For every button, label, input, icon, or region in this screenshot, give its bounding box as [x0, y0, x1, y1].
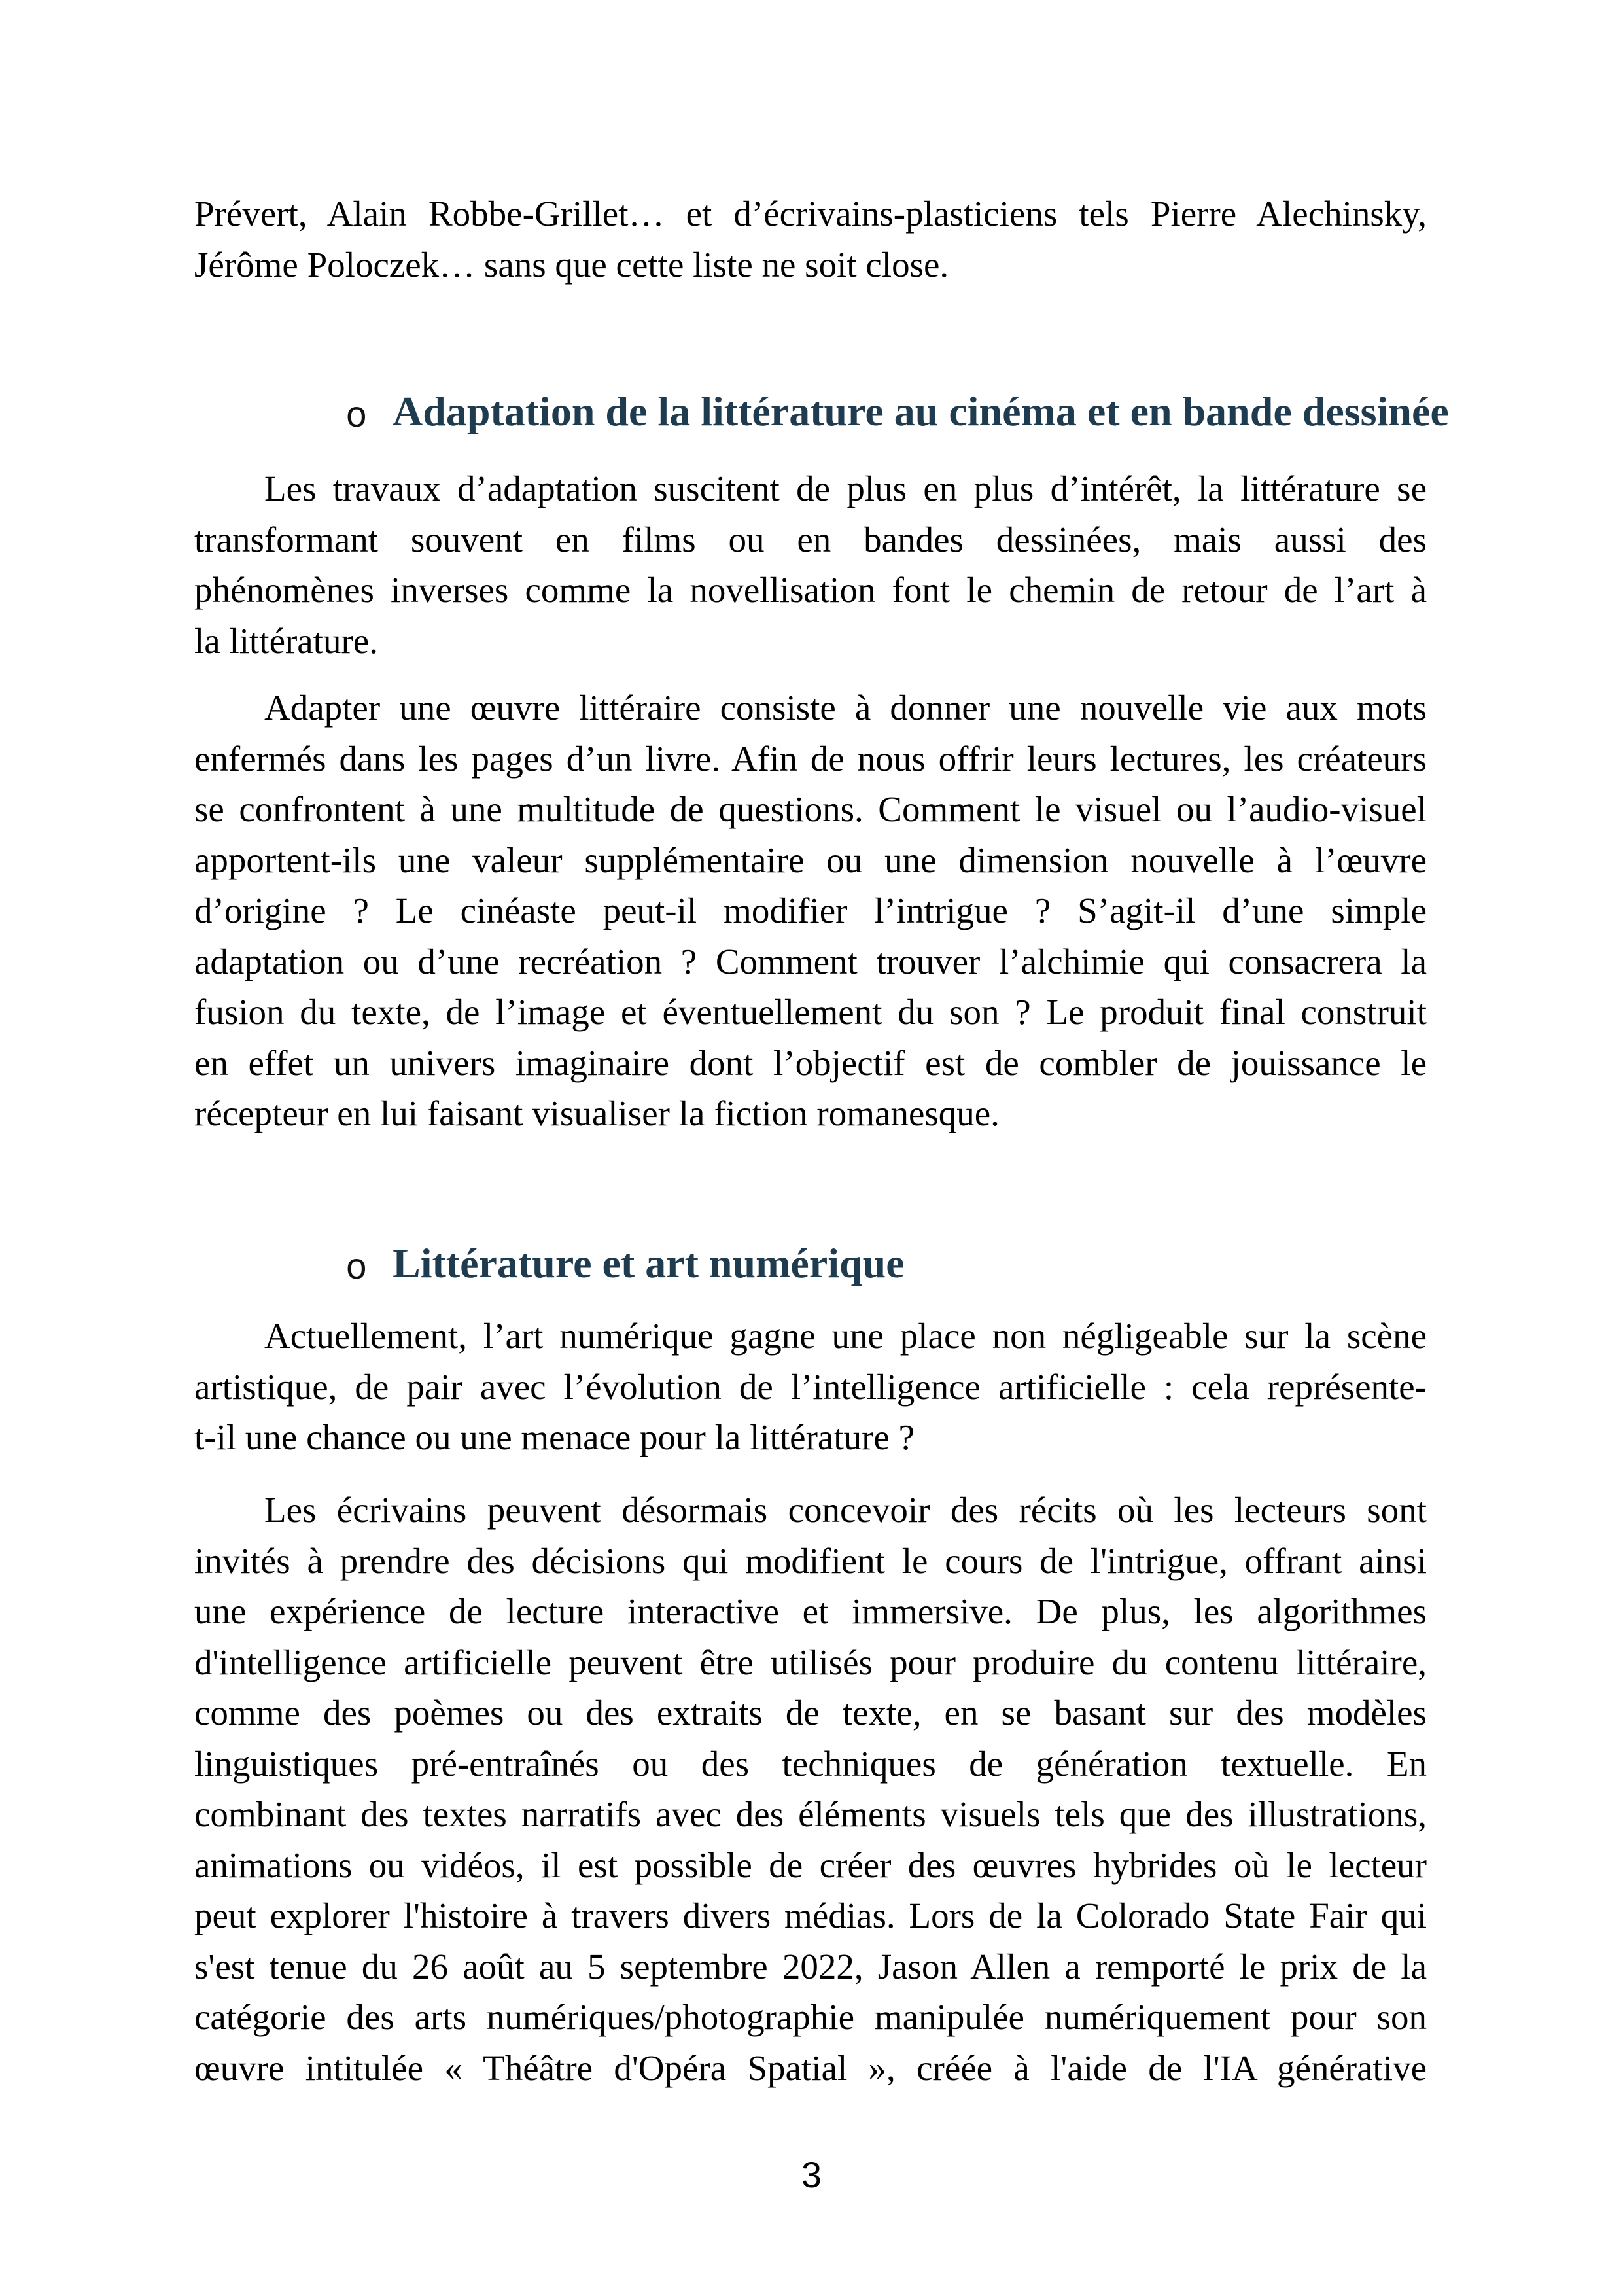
- text-line: récepteur en lui faisant visualiser la fiction romanesque.: [194, 1093, 1000, 1133]
- text-line: Jérôme Poloczek… sans que cette liste ne soit close.: [194, 244, 949, 285]
- heading-adaptation: [194, 386, 1449, 438]
- text-line: phénomènes inverses comme la novellisation font le chemin de retour de l’art à: [194, 570, 1427, 610]
- paragraph-intro: [194, 188, 1427, 290]
- text-line: en effet un univers imaginaire dont l’objectif est de combler de jouissance le: [194, 1042, 1427, 1083]
- text-line: la littérature.: [194, 620, 378, 661]
- text-line: une expérience de lecture interactive et immersive. De plus, les algorithmes: [194, 1591, 1427, 1631]
- text-line: catégorie des arts numériques/photographie manipulée numériquement pour son: [194, 1997, 1427, 2037]
- text-line: s'est tenue du 26 août au 5 septembre 2022, Jason Allen a remporté le prix de la: [194, 1946, 1427, 1987]
- text-line: animations ou vidéos, il est possible de créer des œuvres hybrides où le lecteur: [194, 1845, 1427, 1885]
- text-line: t-il une chance ou une menace pour la littérature ?: [194, 1417, 915, 1457]
- text-line: Prévert, Alain Robbe-Grillet… et d’écrivains-plasticiens tels Pierre Alechinsky,: [194, 194, 1427, 234]
- text-line: combinant des textes narratifs avec des éléments visuels tels que des illustrations,: [194, 1794, 1427, 1834]
- text-line: peut explorer l'histoire à travers divers médias. Lors de la Colorado State Fair qui: [194, 1896, 1427, 1935]
- text-line: adaptation ou d’une recréation ? Comment trouver l’alchimie qui consacrera la: [194, 941, 1427, 981]
- page-content: [194, 0, 1449, 2296]
- text-line: œuvre intitulée « Théâtre d'Opéra Spatial », créée à l'aide de l'IA générative: [194, 2047, 1427, 2088]
- paragraph-actuellement-art: [194, 1311, 1427, 1463]
- text-line: Actuellement, l’art numérique gagne une place non négligeable sur la scène: [264, 1316, 1427, 1356]
- text-line: invités à prendre des décisions qui modifient le cours de l'intrigue, offrant ainsi: [194, 1540, 1427, 1581]
- paragraph-adapter-oeuvre: [194, 682, 1427, 1139]
- paragraph-travaux-adaptation: [194, 463, 1427, 666]
- text-line: enfermés dans les pages d’un livre. Afin de nous offrir leurs lectures, les créateurs: [194, 738, 1427, 779]
- text-line: Les travaux d’adaptation suscitent de plus en plus d’intérêt, la littérature se: [264, 468, 1427, 508]
- text-line: apportent-ils une valeur supplémentaire ou une dimension nouvelle à l’œuvre: [194, 839, 1427, 880]
- text-line: d'intelligence artificielle peuvent être utilisés pour produire du contenu littéraire,: [194, 1642, 1427, 1682]
- text-line: artistique, de pair avec l’évolution de l’intelligence artificielle : cela représente-: [194, 1366, 1427, 1407]
- page-number: 3: [801, 2154, 822, 2195]
- text-line: d’origine ? Le cinéaste peut-il modifier l’intrigue ? S’agit-il d’une simple: [194, 891, 1427, 930]
- text-line: Adapter une œuvre littéraire consiste à donner une nouvelle vie aux mots: [264, 688, 1427, 728]
- heading-art-numerique: [194, 1238, 1427, 1289]
- text-line: se confrontent à une multitude de questions. Comment le visuel ou l’audio-visuel: [194, 789, 1427, 829]
- heading-adaptation-label: Adaptation de la littérature au cinéma et en bande dessinée: [393, 388, 1449, 434]
- list-bullet-circle-icon: o: [345, 1248, 368, 1290]
- text-line: fusion du texte, de l’image et éventuellement du son ? Le produit final construit: [194, 992, 1427, 1032]
- heading-art-numerique-label: Littérature et art numérique: [393, 1240, 905, 1286]
- text-line: comme des poèmes ou des extraits de texte, en se basant sur des modèles: [194, 1693, 1427, 1733]
- text-line: Les écrivains peuvent désormais concevoir des récits où les lecteurs sont: [264, 1490, 1427, 1530]
- text-line: transformant souvent en films ou en bandes dessinées, mais aussi des: [194, 519, 1427, 559]
- paragraph-ecrivains-ia: [194, 1485, 1427, 2093]
- text-line: linguistiques pré-entraînés ou des techniques de génération textuelle. En: [194, 1743, 1427, 1784]
- list-bullet-circle-icon: o: [345, 396, 368, 438]
